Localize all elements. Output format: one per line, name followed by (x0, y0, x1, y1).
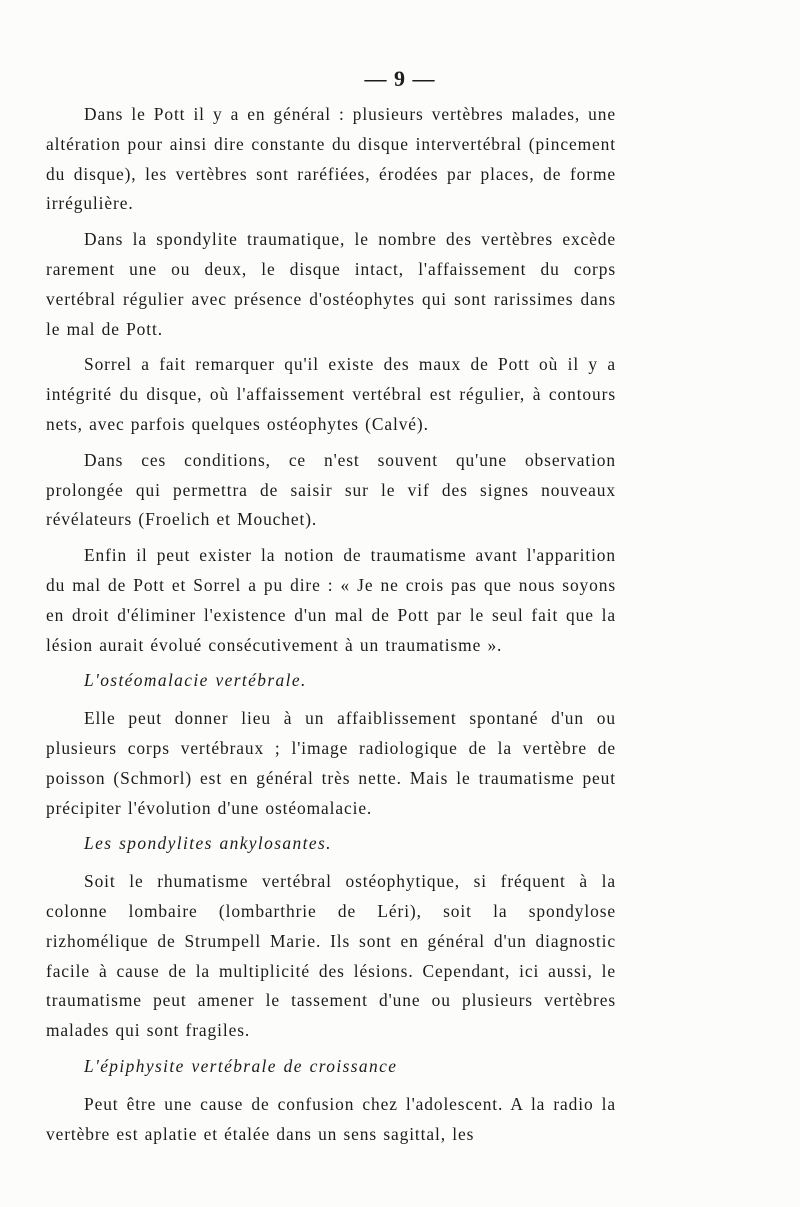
paragraph: Dans la spondylite traumatique, le nombre des vertèbres excède rarement une ou deux, le disque intact, l'affaissement du corps vertébral régulier avec présence d'ostéophytes qui sont rarissimes dans le mal de Pott. (46, 229, 616, 339)
section-heading: L'épiphysite vertébrale de croissance (84, 1055, 398, 1076)
paragraph: Soit le rhumatisme vertébral ostéophytique, si fréquent à la colonne lombaire (lombarthrie de Léri), soit la spondylose rizhomélique de Strumpell Marie. Ils sont en général d'un diagnostic facile à cause de la multiplicité des lésions. Cependant, ici aussi, le traumatisme peut amener le tassement d'une ou plusieurs vertèbres malades qui sont fragiles. (46, 871, 616, 1041)
paragraph: Sorrel a fait remarquer qu'il existe des maux de Pott où il y a intégrité du disque, où l'affaissement vertébral est régulier, à contours nets, avec parfois quelques ostéophytes (Calvé). (46, 354, 616, 434)
paragraph: Elle peut donner lieu à un affaiblissement spontané d'un ou plusieurs corps vertébraux ; l'image radiologique de la vertèbre de poisson (Schmorl) est en général très nette. Mais le traumatisme peut précipiter l'évolution d'une ostéomalacie. (46, 708, 616, 818)
section-heading: Les spondylites ankylosantes. (84, 833, 332, 854)
paragraph: Dans le Pott il y a en général : plusieurs vertèbres malades, une altération pour ainsi dire constante du disque intervertébral (pincement du disque), les vertèbres sont raréfiées, érodées par places, de forme irrégulière. (46, 104, 616, 214)
body-text (46, 100, 616, 1149)
page-number: — 9 — (364, 66, 436, 91)
section-heading: L'ostéomalacie vertébrale. (84, 670, 307, 691)
paragraph: Enfin il peut exister la notion de traumatisme avant l'apparition du mal de Pott et Sorrel a pu dire : « Je ne crois pas que nous soyons en droit d'éliminer l'existence d'un mal de Pott par le seul fait que la lésion aurait évolué consécutivement à un traumatisme ». (46, 545, 616, 655)
paragraph: Dans ces conditions, ce n'est souvent qu'une observation prolongée qui permettra de saisir sur le vif des signes nouveaux révélateurs (Froelich et Mouchet). (46, 449, 616, 530)
paragraph: Peut être une cause de confusion chez l'adolescent. A la radio la vertèbre est aplatie et étalée dans un sens sagittal, les (46, 1093, 616, 1144)
